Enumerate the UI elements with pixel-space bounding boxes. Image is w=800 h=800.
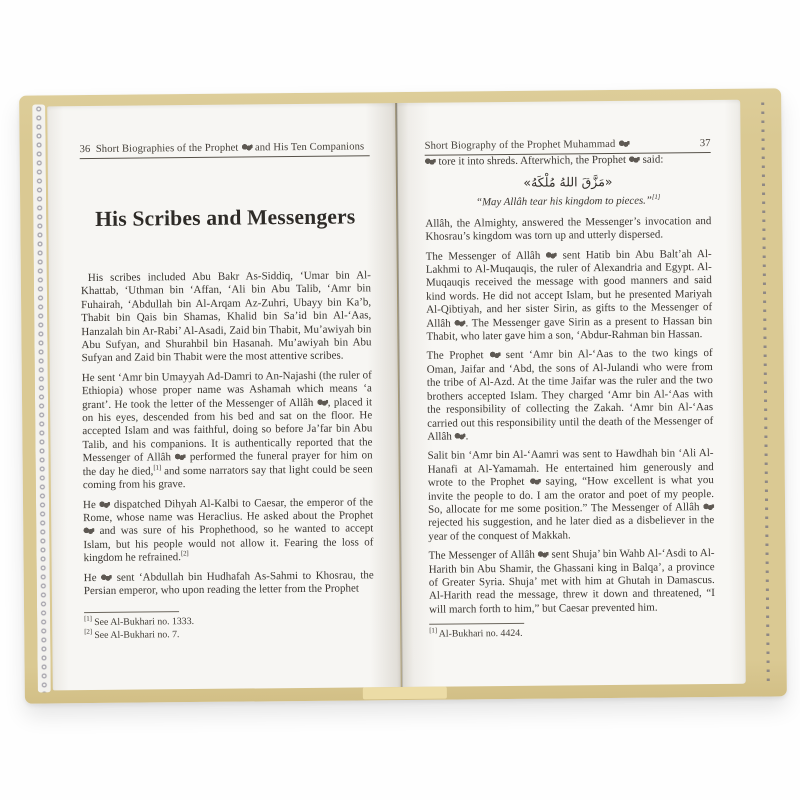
running-header-left <box>80 141 370 155</box>
pbuh-symbol <box>99 500 110 508</box>
left-page-body <box>81 269 374 598</box>
right-page-body <box>425 153 715 617</box>
running-header-title: Short Biographies of the Prophet and His Ten Companions <box>95 141 365 155</box>
running-header-right <box>425 138 711 152</box>
pbuh-symbol <box>629 156 640 164</box>
stitch-marks-right <box>761 103 770 683</box>
pbuh-symbol <box>546 251 557 259</box>
footnote-divider <box>429 623 524 625</box>
pbuh-symbol <box>241 143 252 151</box>
page-number: 36 <box>79 143 91 156</box>
spine-bottom-patch <box>363 687 447 700</box>
quote-translation: “May Allâh tear his kingdom to pieces.”[1] <box>475 192 661 208</box>
footnotes-right <box>429 621 715 641</box>
pbuh-symbol <box>175 453 186 461</box>
paragraph: The Prophet sent ‘Amr bin Al-‘Aas to the two kings of Oman, Jaifar and ‘Abd, the sons of Al-Julandi who were from the tribe of Al-Azd. At the time Jaifar was the ruler and the two brothers accepted Islam. They charged ‘Amr bin Al-‘Aas with the responsibility of collecting the Zakah. ‘Amr bin Al-‘Aas carried out this responsibility until the death of the Messenger of Allâh . <box>426 347 714 443</box>
pbuh-symbol <box>529 478 540 486</box>
pbuh-symbol <box>618 140 629 148</box>
lead-line: tore it into shreds. Afterwhich, the Prophet said: <box>425 153 711 169</box>
pbuh-symbol <box>703 503 714 511</box>
paragraph: He dispatched Dihyah Al-Kalbi to Caesar, the emperor of the Rome, whose name was Heraclius. He asked about the Prophet and was sure of his Prophethood, so he wanted to accept Islam, but his people would not allow it. Fearing the loss of kingdom he refrained.[2] <box>82 495 374 565</box>
right-page <box>396 100 746 687</box>
pbuh-symbol <box>101 573 112 581</box>
footnote: [2] See Al-Bukhari no. 7. <box>84 627 180 641</box>
paragraph: The Messenger of Allâh sent Hatib bin Abu Balt’ah Al-Lakhmi to Al-Muqauqis, the ruler of Alexandria and Egypt. Al-Muqauqis received the message with good manners and said kind words. He did not accept Islam, but he presented Mariyah Al-Qibtiyah, and her sister Sirin, as gifts to the Messenger of Allâh . The Messenger gave Sirin as a present to Hassan bin Thabit, who later gave him a son, ‘Abdur-Rahman bin Hassan. <box>425 247 713 343</box>
pbuh-symbol <box>538 551 549 559</box>
book-cover <box>19 88 787 703</box>
pbuh-symbol <box>455 432 466 440</box>
pbuh-symbol <box>317 398 328 406</box>
arabic-quote: «مَزَّقَ اللهُ مُلْكَهُ» <box>523 174 613 191</box>
pbuh-symbol <box>454 319 465 327</box>
paragraph: His scribes included Abu Bakr As-Siddiq, ‘Umar bin Al-Khattab, ‘Uthman bin ‘Affan, ‘Ali bin Abu Talib, ‘Amr bin Fuhairah, ‘Abdullah bin Al-Arqam Az-Zuhri, Ubayy bin Ka’b, Thabit bin Qais bin Shamas, Khalid bin Sa’id bin Al-‘Aas, Hanzalah bin Ar-Rabi’ Al-Asadi, Zaid bin Thabit, Mu’awiyah bin Abu Sufyan, and Shurahbil bin Hasanah. Mu’awiyah bin Abu Sufyan and Zaid bin Thabit were the most attentive scribes. <box>80 269 372 365</box>
paragraph: The Messenger of Allâh sent Shuja’ bin Wahb Al-‘Asdi to Al-Harith bin Abu Shamir, the Ghassani king in Balqa’, a province of Greater Syria. Shuja’ met with him at Ghutah in Damascus. Al-Harith read the message, threw it down and threatened, “I will march forth to him,” but Caesar prevented him. <box>428 547 715 616</box>
pbuh-symbol <box>83 527 94 535</box>
paragraph: He sent ‘Amr bin Umayyah Ad-Damri to An-Najashi (the ruler of Ethiopia) whose proper name was Ashamah which means ‘a grant’. He took the letter of the Messenger of Allâh , placed it on his eyes, descended from his bed and sat on the floor. He accepted Islam and was faithful, doing so before Ja’far bin Abu Talib, and his companions. It is authentically reported that the Messenger of Allâh performed the funeral prayer for him on the day he died,[1] and some narrators say that light could be seen coming from his grave. <box>81 369 373 492</box>
footnote: [1] Al-Bukhari no. 4424. <box>429 626 523 640</box>
pbuh-symbol <box>425 158 436 166</box>
left-page <box>47 103 401 690</box>
chapter-title: His Scribes and Messengers <box>95 204 356 231</box>
footnotes-left <box>84 609 374 642</box>
footnote: [1] See Al-Bukhari no. 1333. <box>84 614 195 628</box>
header-rule <box>80 155 370 159</box>
pbuh-symbol <box>489 352 500 360</box>
paragraph: He sent ‘Abdullah bin Hudhafah As-Sahmi to Khosrau, the Persian emperor, who upon reading the letter from the Prophet <box>83 568 374 598</box>
running-header-title: Short Biography of the Prophet Muhammad <box>425 138 700 152</box>
page-number: 37 <box>699 138 711 150</box>
footnote-divider <box>84 611 179 613</box>
paragraph: Allâh, the Almighty, answered the Messenger’s invocation and Khosrau’s kingdom was torn up and utterly dispersed. <box>425 214 712 244</box>
paragraph: Salit bin ‘Amr bin Al-‘Aamri was sent to Hawdhah bin ‘Ali Al-Hanafi at Al-Yamamah. He entertained him generously and wrote to the Prophet saying, “How excellent is what you invite the people to do. I am the orator and poet of my people. So, allocate for me some position.” The Messenger of Allâh rejected his suggestion, and he later died as a disbeliever in the year of the conquest of Makkah. <box>427 447 715 543</box>
